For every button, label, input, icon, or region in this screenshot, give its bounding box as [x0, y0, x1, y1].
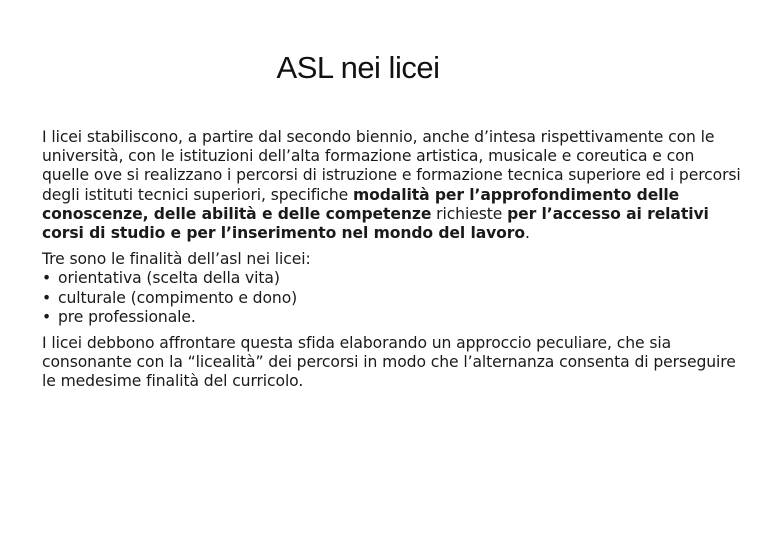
purpose-label: culturale (compimento e dono) — [58, 288, 298, 307]
slide-title: ASL nei licei — [276, 50, 440, 85]
closing-paragraph: I licei debbono affrontare questa sfida elaborando un approccio peculiare, che sia consonante con la “licealità” dei percorsi in modo che l’alternanza consenta di perseguire le medesime finalità del curricolo. — [42, 334, 736, 391]
purpose-item — [42, 308, 742, 327]
purpose-label: pre professionale. — [58, 307, 196, 326]
bullet-icon: • — [42, 288, 52, 307]
purpose-label: orientativa (scelta della vita) — [58, 269, 280, 288]
slide-body — [42, 128, 742, 392]
bullet-icon: • — [42, 307, 52, 326]
intro-text-3: . — [525, 224, 530, 243]
intro-bold-1: modalità per l’approfondimento delle conoscenze, delle abilità e delle competenze — [42, 185, 680, 223]
purpose-item — [42, 289, 742, 308]
purpose-item — [42, 269, 742, 288]
intro-text-2: richieste — [431, 204, 508, 223]
bullet-icon: • — [42, 269, 52, 288]
purposes-heading: Tre sono le finalità dell’asl nei licei: — [42, 250, 311, 269]
intro-paragraph — [42, 128, 742, 243]
intro-text-1: I licei stabiliscono, a partire dal secondo biennio, anche d’intesa rispettivamente con le università, con le istituzioni dell’alta formazione artistica, musicale e coreutica e con quelle ove si realizzano i percorsi di istruzione e formazione tecnica superiore ed i percorsi degli istituti tecnici superiori, specifiche — [42, 128, 741, 204]
intro-bold-2: per l’accesso ai relativi corsi di studio e per l’inserimento nel mondo del lavoro — [42, 204, 709, 243]
